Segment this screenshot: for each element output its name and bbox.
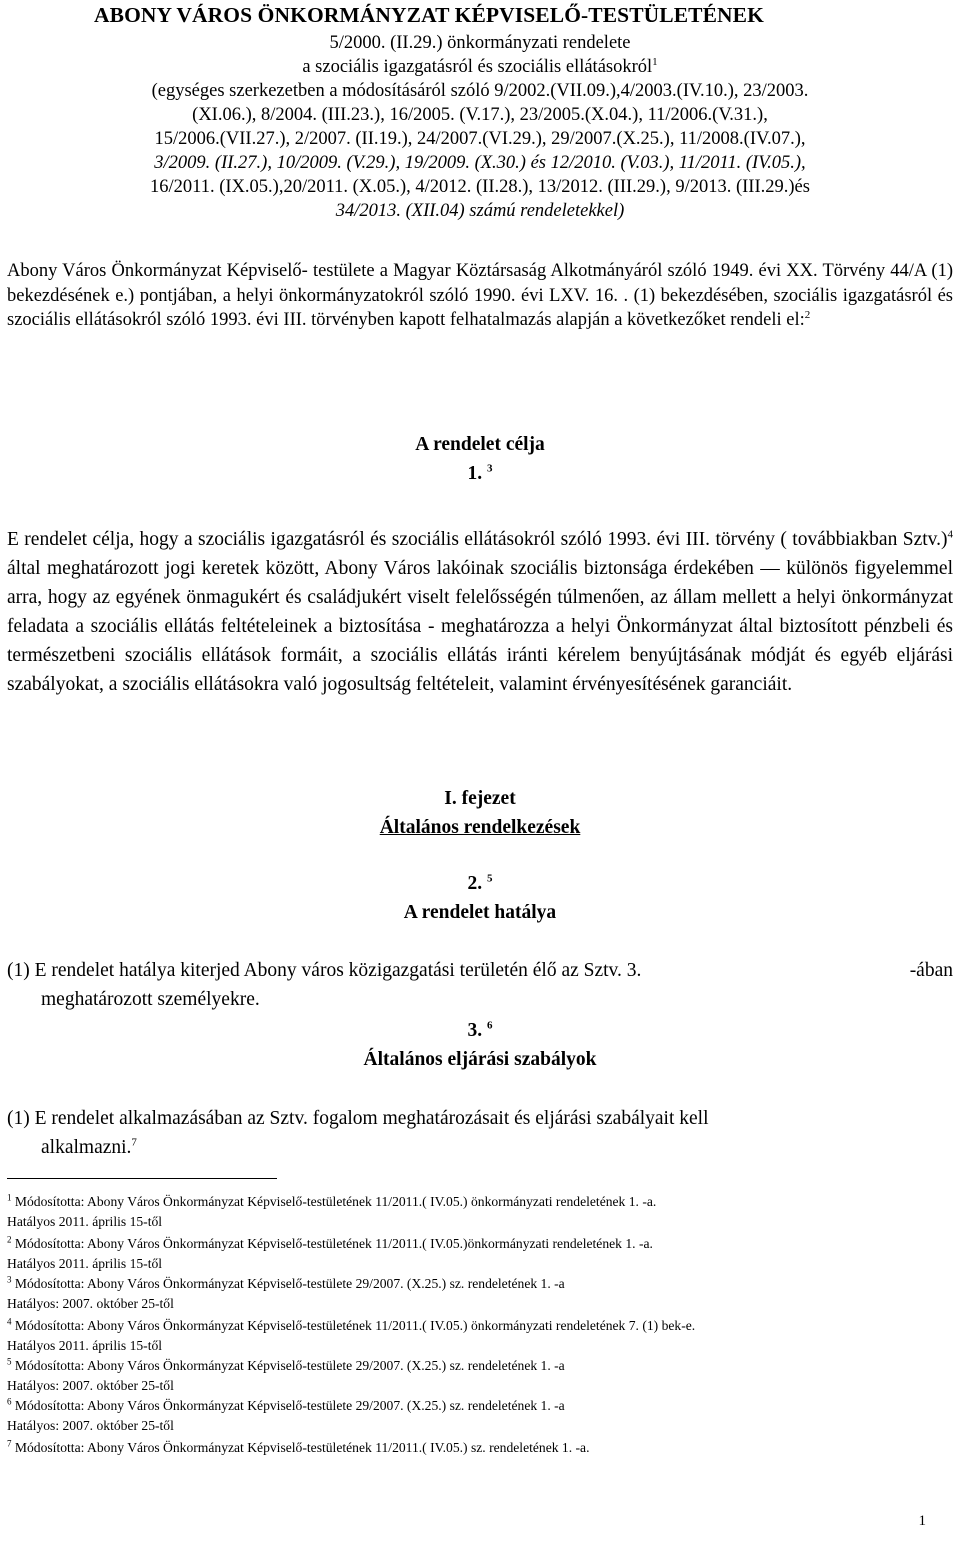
footnote-ref-4: 4	[947, 528, 953, 541]
section-1-text-a: E rendelet célja, hogy a szociális igazgatásról és szociális ellátásokról szóló 1993. évi III. törvény ( továbbiakban Sztv.)	[7, 529, 948, 550]
section-1-number	[0, 463, 960, 485]
footnote-4-text: Módosította: Abony Város Önkormányzat Képviselő-testületének 11/2011.( IV.05.) önkormányzati rendeletének 7. (1) bek-e.	[14, 1318, 696, 1333]
document-title: ABONY VÁROS ÖNKORMÁNYZAT KÉPVISELŐ-TESTÜLETÉNEK	[94, 3, 764, 27]
footnote-separator	[7, 1178, 277, 1179]
amendment-line-2: (XI.06.), 8/2004. (III.23.), 16/2005. (V.17.), 23/2005.(X.04.), 11/2006.(V.31.),	[192, 105, 768, 125]
amendment-line-3: 15/2006.(VII.27.), 2/2007. (II.19.), 24/2007.(VI.29.), 29/2007.(X.25.), 11/2008.(IV.07.),	[154, 129, 806, 149]
footnote-3-number: 3	[7, 1274, 12, 1285]
regulation-subject	[0, 57, 960, 78]
preamble-paragraph	[7, 259, 953, 333]
section-1-number-text: 1.	[467, 463, 483, 484]
footnote-ref-5: 5	[487, 872, 493, 885]
footnote-6-number: 6	[7, 1396, 12, 1407]
section-3-para-line-2	[41, 1137, 137, 1159]
footnote-7	[7, 1440, 590, 1456]
section-3-para-text: alkalmazni.	[41, 1137, 132, 1158]
section-1-paragraph	[7, 525, 953, 699]
footnote-ref-2: 2	[804, 309, 811, 322]
section-2-number-text: 2.	[467, 873, 483, 894]
section-2-heading: A rendelet hatálya	[403, 902, 557, 923]
footnote-1-number: 1	[7, 1192, 12, 1203]
section-2-para-end: -ában	[909, 960, 953, 981]
footnote-ref-7: 7	[131, 1136, 137, 1149]
section-2-para-line-2: meghatározott személyekre.	[41, 989, 260, 1010]
footnote-ref-3: 3	[487, 462, 493, 475]
footnote-6-text: Módosította: Abony Város Önkormányzat Képviselő-testülete 29/2007. (X.25.) sz. rendeletének 1. -a	[14, 1398, 565, 1413]
footnote-2-number: 2	[7, 1234, 12, 1245]
section-3-number-text: 3.	[467, 1020, 483, 1041]
footnote-1-text: Módosította: Abony Város Önkormányzat Képviselő-testületének 11/2011.( IV.05.) önkormányzati rendeletének 1. -a.	[14, 1194, 657, 1209]
footnote-3-text: Módosította: Abony Város Önkormányzat Képviselő-testülete 29/2007. (X.25.) sz. rendeletének 1. -a	[14, 1276, 565, 1291]
footnote-1	[7, 1194, 656, 1210]
footnote-7-text: Módosította: Abony Város Önkormányzat Képviselő-testületének 11/2011.( IV.05.) sz. rendeletének 1. -a.	[14, 1440, 590, 1455]
footnote-ref-6: 6	[487, 1019, 493, 1032]
page-number: 1	[918, 1513, 926, 1529]
footnote-5	[7, 1358, 565, 1374]
section-3-heading: Általános eljárási szabályok	[363, 1049, 597, 1070]
chapter-number: I. fejezet	[444, 788, 516, 809]
section-3-para-line-1: (1) E rendelet alkalmazásában az Sztv. fogalom meghatározásait és eljárási szabályait kell	[7, 1108, 709, 1129]
footnote-7-number: 7	[7, 1438, 12, 1449]
section-2-number	[0, 873, 960, 895]
section-2-para-text: (1) E rendelet hatálya kiterjed Abony város közigazgatási területén élő az Sztv. 3.	[7, 960, 642, 981]
footnote-5-number: 5	[7, 1356, 12, 1367]
footnote-4	[7, 1318, 695, 1334]
footnote-5-text: Módosította: Abony Város Önkormányzat Képviselő-testülete 29/2007. (X.25.) sz. rendeletének 1. -a	[14, 1358, 565, 1373]
section-1-heading: A rendelet célja	[415, 434, 545, 455]
footnote-6-effective: Hatályos: 2007. október 25-től	[7, 1418, 174, 1433]
chapter-title-text: Általános rendelkezések	[379, 817, 581, 838]
amendment-line-6: 34/2013. (XII.04) számú rendeletekkel)	[335, 201, 625, 221]
footnote-5-effective: Hatályos: 2007. október 25-től	[7, 1378, 174, 1393]
amendment-line-1: (egységes szerkezetben a módosításáról szóló 9/2002.(VII.09.),4/2003.(IV.10.), 23/2003.	[151, 81, 809, 101]
footnote-2-effective: Hatályos 2011. április 15-től	[7, 1256, 163, 1271]
footnote-2-text: Módosította: Abony Város Önkormányzat Képviselő-testületének 11/2011.( IV.05.)önkormányzati rendeletének 1. -a.	[14, 1236, 653, 1251]
preamble-text: Abony Város Önkormányzat Képviselő- testülete a Magyar Köztársaság Alkotmányáról szóló 1949. évi XX. Törvény 44/A (1) bekezdésének e.) pontjában, a helyi önkormányzatokról szóló 1990. évi LXV. 16. . (1) bekezdésében, szociális igazgatásról és szociális ellátásokról szóló 1993. évi III. törvényben kapott felhatalmazás alapján a következőket rendeli el:	[7, 261, 953, 331]
amendment-line-5: 16/2011. (IX.05.),20/2011. (X.05.), 4/2012. (II.28.), 13/2012. (III.29.), 9/2013. (III.29.)és	[150, 177, 810, 197]
footnote-4-effective: Hatályos 2011. április 15-től	[7, 1338, 163, 1353]
section-2-para-line-1	[7, 960, 953, 982]
footnote-1-effective: Hatályos 2011. április 15-től	[7, 1214, 163, 1229]
section-1-text-b: által meghatározott jogi keretek között, Abony Város lakóinak szociális biztonsága érdekében — különös figyelemmel arra, hogy az egyének önmagukért és családjukért viselt felelősségén túlmenően, az állam mellett a helyi önkormányzat feladata a szociális ellátás feltételeinek a biztosítása - meghatározza a helyi Önkormányzat által biztosított pénzbeli és természetbeni szociális ellátások formáit, a szociális ellátás iránti kérelem benyújtásának módját és egyéb eljárási szabályokat, a szociális ellátásokra való jogosultság feltételeit, valamint érvényesítésének garanciáit.	[7, 558, 953, 695]
footnote-3-effective: Hatályos: 2007. október 25-től	[7, 1296, 174, 1311]
regulation-subject-text: a szociális igazgatásról és szociális ellátásokról	[302, 57, 653, 77]
regulation-number: 5/2000. (II.29.) önkormányzati rendelete	[329, 33, 631, 53]
footnote-3	[7, 1276, 565, 1292]
section-3-number	[0, 1020, 960, 1042]
footnote-ref-1: 1	[652, 55, 658, 68]
footnote-4-number: 4	[7, 1316, 12, 1327]
amendment-line-4: 3/2009. (II.27.), 10/2009. (V.29.), 19/2009. (X.30.) és 12/2010. (V.03.), 11/2011. (IV.05.),	[154, 153, 806, 173]
footnote-6	[7, 1398, 565, 1414]
footnote-2	[7, 1236, 653, 1252]
chapter-title	[0, 817, 960, 839]
